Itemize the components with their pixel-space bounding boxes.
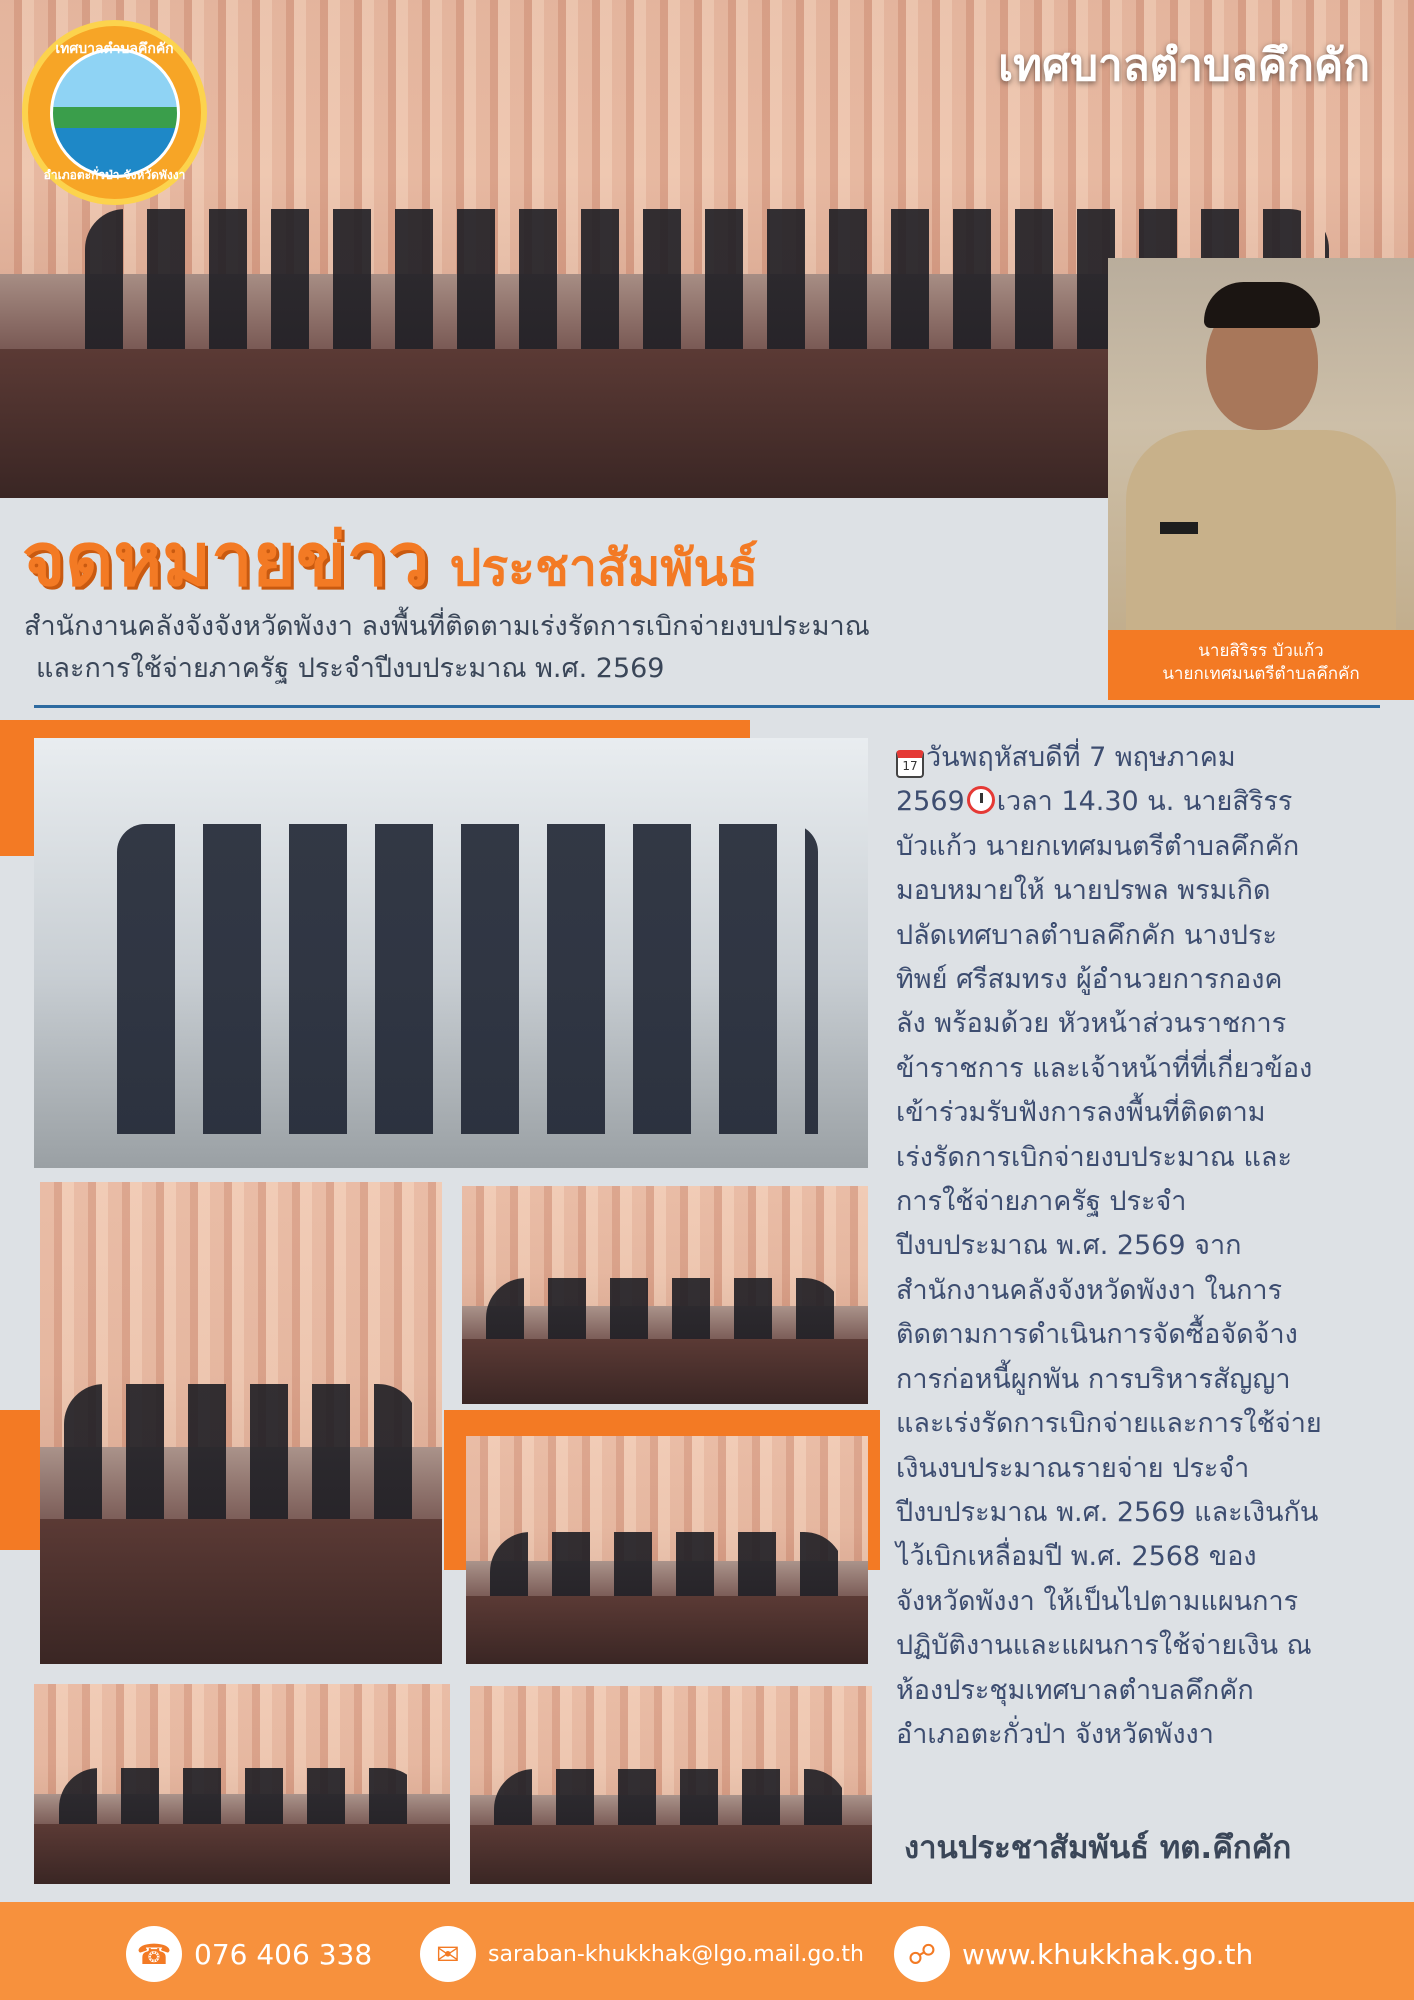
article-line: ข้าราชการ และเจ้าหน้าที่ที่เกี่ยวข้อง <box>896 1052 1313 1084</box>
calendar-icon: 17 <box>896 750 924 778</box>
mail-icon: ✉ <box>420 1926 476 1982</box>
clock-icon <box>967 786 995 814</box>
site-title: เทศบาลตำบลคึกคัก <box>998 40 1370 91</box>
globe-icon: ☍ <box>894 1926 950 1982</box>
meeting-photo-left <box>40 1182 442 1664</box>
meeting-photo-bottom-right <box>470 1686 872 1884</box>
phone-contact[interactable] <box>126 1926 372 1982</box>
article-body <box>896 736 1396 1757</box>
article-line: 2569 เวลา 14.30 น. นายสิริรร <box>896 786 1293 818</box>
mayor-portrait <box>1108 258 1414 630</box>
mayor-caption <box>1108 630 1414 700</box>
article-line: และเร่งรัดการเบิกจ่ายและการใช้จ่าย <box>896 1408 1322 1440</box>
article-line: ปลัดเทศบาลตำบลคึกคัก นางประ <box>896 919 1277 951</box>
article-line: ทิพย์ ศรีสมทรง ผู้อำนวยการกองค <box>896 964 1283 996</box>
municipality-logo <box>22 20 207 205</box>
group-photo <box>34 738 868 1168</box>
article-line: การก่อหนี้ผูกพัน การบริหารสัญญา <box>896 1363 1291 1395</box>
article-line: สำนักงานคลังจังหวัดพังงา ในการ <box>896 1274 1283 1306</box>
website-url: www.khukkhak.go.th <box>962 1937 1254 1971</box>
meeting-photo-right-mid <box>466 1436 868 1664</box>
phone-icon: ☎ <box>126 1926 182 1982</box>
headline <box>22 500 1082 618</box>
logo-emblem-icon <box>50 48 180 178</box>
meeting-photo-bottom-left <box>34 1684 450 1884</box>
website-contact[interactable] <box>894 1926 1253 1982</box>
subtitle-line-2: และการใช้จ่ายภาครัฐ ประจำปีงบประมาณ พ.ศ. 2569 <box>36 652 665 684</box>
meeting-photo-right-top <box>462 1186 868 1404</box>
article-line: ปีงบประมาณ พ.ศ. 2569 และเงินกัน <box>896 1496 1319 1528</box>
article-line: จังหวัดพังงา ให้เป็นไปตามแผนการ <box>896 1585 1299 1617</box>
article-line: 17 วันพฤหัสบดีที่ 7 พฤษภาคม <box>896 736 1396 780</box>
article-line: มอบหมายให้ นายปรพล พรมเกิด <box>896 875 1271 907</box>
news-subtitle <box>24 606 1084 690</box>
article-line: ปีงบประมาณ พ.ศ. 2569 จาก <box>896 1230 1242 1262</box>
divider-rule <box>34 705 1380 708</box>
article-line: ปฏิบัติงานและแผนการใช้จ่ายเงิน ณ <box>896 1630 1312 1662</box>
article-line: เร่งรัดการเบิกจ่ายงบประมาณ และ <box>896 1141 1292 1173</box>
headline-main: จดหมายข่าว <box>22 517 430 603</box>
article-line: ห้องประชุมเทศบาลตำบลคึกคัก <box>896 1674 1254 1706</box>
signature: งานประชาสัมพันธ์ ทต.คึกคัก <box>904 1830 1292 1866</box>
headline-secondary: ประชาสัมพันธ์ <box>449 539 759 597</box>
phone-number: 076 406 338 <box>194 1937 373 1971</box>
article-line: อำเภอตะกั่วป่า จังหวัดพังงา <box>896 1718 1214 1750</box>
article-line: บัวแก้ว นายกเทศมนตรีตำบลคึกคัก <box>896 830 1300 862</box>
article-line: ลัง พร้อมด้วย หัวหน้าส่วนราชการ <box>896 1008 1287 1040</box>
article-line: ไว้เบิกเหลื่อมปี พ.ศ. 2568 ของ <box>896 1541 1257 1573</box>
logo-text-bottom: อำเภอตะกั่วป่า จังหวัดพังงา <box>43 168 186 182</box>
email-contact[interactable] <box>420 1926 864 1982</box>
footer <box>0 1902 1414 2000</box>
mayor-name: นายสิริรร บัวแก้ว <box>1198 641 1324 661</box>
mayor-title: นายกเทศมนตรีตำบลคึกคัก <box>1162 663 1360 684</box>
article-line: การใช้จ่ายภาครัฐ ประจำ <box>896 1186 1187 1218</box>
subtitle-line-1: สำนักงานคลังจังจังหวัดพังงา ลงพื้นที่ติดตามเร่งรัดการเบิกจ่ายงบประมาณ <box>24 611 870 642</box>
logo-text-top: เทศบาลตำบลคึกคัก <box>55 41 174 57</box>
article-line: ติดตามการดำเนินการจัดซื้อจัดจ้าง <box>896 1319 1298 1351</box>
article-line: เข้าร่วมรับฟังการลงพื้นที่ติดตาม <box>896 1097 1266 1129</box>
article-line: เงินงบประมาณรายจ่าย ประจำ <box>896 1452 1250 1484</box>
email-address: saraban-khukkhak@lgo.mail.go.th <box>488 1941 864 1967</box>
